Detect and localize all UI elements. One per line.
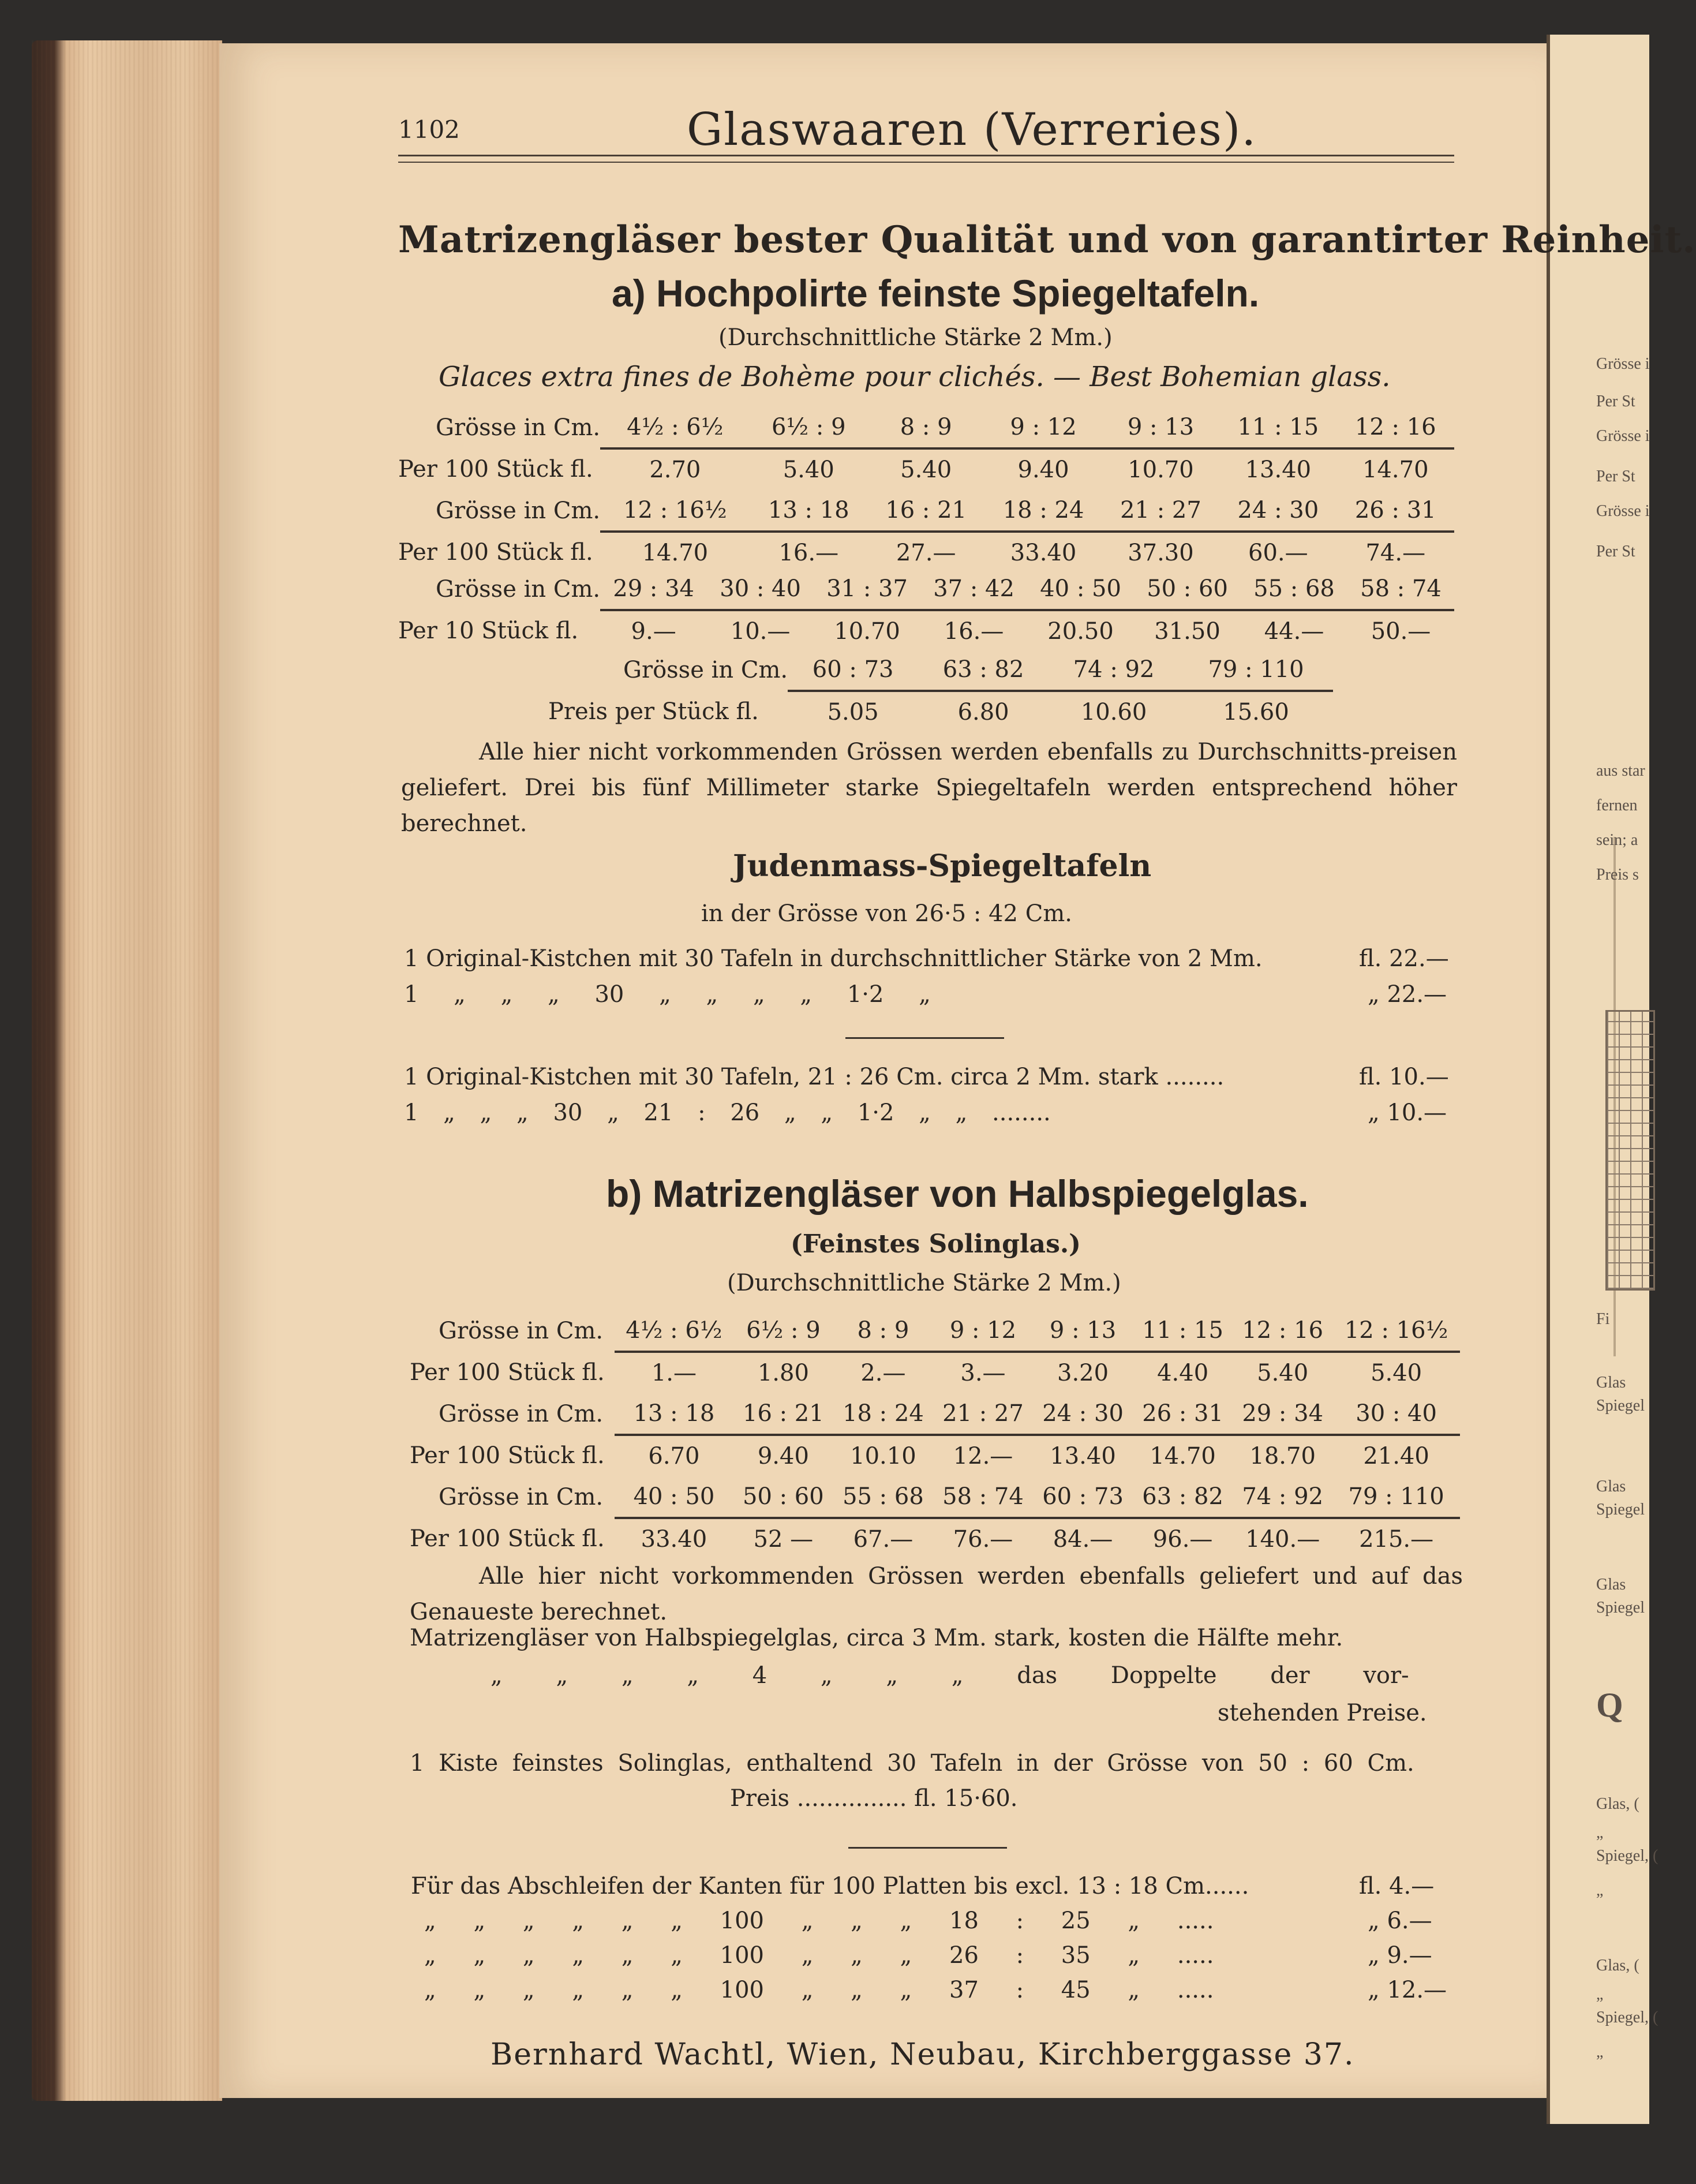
book-page-edges xyxy=(32,40,222,2101)
kanten-line: Für das Abschleifen der Kanten für 100 Platten bis excl. 13 : 18 Cm...... xyxy=(411,1873,1249,1899)
section-b-note: „ „ „ „ 4 „ „ „ das Doppelte der vor- xyxy=(491,1662,1409,1689)
divider xyxy=(845,1037,1004,1039)
header-rule xyxy=(398,162,1454,163)
section-b-subtitle: (Feinstes Solinglas.) xyxy=(791,1229,1081,1259)
judenmass-line: 1 Original-Kistchen mit 30 Tafeln, 21 : 26 Cm. circa 2 Mm. stark ........ xyxy=(404,1064,1225,1090)
header-rule xyxy=(398,155,1454,156)
adjacent-text: „ xyxy=(1596,2043,1604,2061)
adjacent-text: Fi xyxy=(1596,1310,1610,1328)
adjacent-text: „ xyxy=(1596,1824,1604,1842)
table-row: Per 100 Stück fl. 14.70 16.— 27.— 33.40 37.30 60.— 74.— xyxy=(398,539,1426,566)
table-row: Grösse in Cm. 12 : 16½ 13 : 18 16 : 21 18 : 24 21 : 27 24 : 30 26 : 31 xyxy=(398,490,1454,532)
table-row: Preis per Stück fl. 5.05 6.80 10.60 15.60 xyxy=(548,698,1289,725)
table-row: Grösse in Cm. 13 : 18 16 : 21 18 : 24 21 : 27 24 : 30 26 : 31 29 : 34 30 : 40 xyxy=(410,1393,1460,1435)
judenmass-price: fl. 22.— xyxy=(1359,945,1449,972)
kanten-price: „ 6.— xyxy=(1368,1908,1432,1934)
adjacent-text: Grösse i xyxy=(1596,502,1650,520)
divider xyxy=(848,1847,1007,1849)
section-a-title: a) Hochpolirte feinste Spiegeltafeln. xyxy=(612,272,1260,315)
price-table-a-xl xyxy=(548,649,1333,732)
table-row: Per 10 Stück fl. 9.— 10.— 10.70 16.— 20.50 31.50 44.— 50.— xyxy=(398,618,1431,645)
adjacent-text: fernen xyxy=(1596,796,1638,814)
table-row: Grösse in Cm. 4½ : 6½ 6½ : 9 8 : 9 9 : 12 9 : 13 11 : 15 12 : 16 xyxy=(398,407,1454,448)
adjacent-text: Spiegel xyxy=(1596,1397,1645,1415)
adjacent-text: Glas xyxy=(1596,1478,1626,1495)
adjacent-text: Grösse i xyxy=(1596,427,1650,445)
section-b-note: Alle hier nicht vorkommenden Grössen werden ebenfalls geliefert und auf das Genaueste berechnet. xyxy=(410,1563,1463,1625)
table-row: Grösse in Cm. 4½ : 6½ 6½ : 9 8 : 9 9 : 12 9 : 13 11 : 15 12 : 16 12 : 16½ xyxy=(410,1310,1460,1352)
adjacent-text: sein; a xyxy=(1596,831,1638,849)
kanten-price: „ 9.— xyxy=(1368,1942,1432,1969)
kiste-price: Preis ............... fl. 15·60. xyxy=(730,1785,1018,1812)
section-a-note: Alle hier nicht vorkommenden Grössen werden ebenfalls zu Durchschnitts-preisen geliefert. Drei bis fünf Millimeter starke Spiegeltafeln werden entsprechend höher berechnet. xyxy=(401,739,1457,837)
adjacent-text: aus star xyxy=(1596,762,1645,780)
adjacent-text: Spiegel, ( xyxy=(1596,1847,1658,1865)
table-row: Grösse in Cm. 29 : 34 30 : 40 31 : 37 37 : 42 40 : 50 50 : 60 55 : 68 58 : 74 xyxy=(398,569,1454,610)
judenmass-price: „ 10.— xyxy=(1368,1100,1447,1126)
kanten-line: „ „ „ „ „ „ 100 „ „ „ 37 : 45 „ ..... xyxy=(424,1977,1214,2003)
section-b-title: b) Matrizengläser von Halbspiegelglas. xyxy=(606,1172,1309,1215)
section-a-french-english: Glaces extra fines de Bohème pour clichés. — Best Bohemian glass. xyxy=(439,361,1391,393)
judenmass-title: Judenmass-Spiegeltafeln xyxy=(733,848,1152,884)
adjacent-text: Spiegel, ( xyxy=(1596,2009,1658,2026)
adjacent-text: „ xyxy=(1596,1882,1604,1899)
section-b-note: Matrizengläser von Halbspiegelglas, circa 3 Mm. stark, kosten die Hälfte mehr. xyxy=(410,1625,1343,1651)
judenmass-line: 1 „ „ „ 30 „ „ „ „ 1·2 „ xyxy=(404,981,931,1008)
adjacent-text: „ xyxy=(1596,1985,1604,2003)
table-row: Grösse in Cm. 60 : 73 63 : 82 74 : 92 79 : 110 xyxy=(548,649,1333,691)
price-table-b xyxy=(410,1310,1460,1560)
adjacent-text: Grösse i xyxy=(1596,355,1650,373)
kanten-line: „ „ „ „ „ „ 100 „ „ „ 26 : 35 „ ..... xyxy=(424,1942,1214,1969)
grid-illustration xyxy=(1605,1010,1655,1291)
adjacent-text: Spiegel xyxy=(1596,1501,1645,1519)
adjacent-text: Glas xyxy=(1596,1374,1626,1392)
section-b-subtitle: (Durchschnittliche Stärke 2 Mm.) xyxy=(727,1270,1121,1296)
kanten-price: fl. 4.— xyxy=(1359,1873,1435,1899)
table-row: Per 100 Stück fl. 2.70 5.40 5.40 9.40 10.70 13.40 14.70 xyxy=(398,456,1429,483)
page-number: 1102 xyxy=(398,115,460,144)
section-b-note: stehenden Preise. xyxy=(1218,1700,1427,1726)
price-table-a-large xyxy=(398,569,1454,652)
running-head: Glaswaaren (Verreries). xyxy=(687,104,1257,156)
kiste-line: 1 Kiste feinstes Solinglas, enthaltend 30 Tafeln in der Grösse von 50 : 60 Cm. xyxy=(410,1750,1414,1777)
judenmass-line: 1 Original-Kistchen mit 30 Tafeln in durchschnittlicher Stärke von 2 Mm. xyxy=(404,945,1263,972)
adjacent-text: Per St xyxy=(1596,543,1635,560)
table-row: Per 100 Stück fl. 33.40 52 — 67.— 76.— 84.— 96.— 140.— 215.— xyxy=(410,1525,1434,1553)
table-row: Grösse in Cm. 40 : 50 50 : 60 55 : 68 58 : 74 60 : 73 63 : 82 74 : 92 79 : 110 xyxy=(410,1476,1460,1518)
adjacent-text: Per St xyxy=(1596,468,1635,485)
main-title: Matrizengläser bester Qualität und von garantirter Reinheit. xyxy=(398,218,1696,261)
adjacent-text: Per St xyxy=(1596,392,1635,410)
judenmass-subtitle: in der Grösse von 26·5 : 42 Cm. xyxy=(701,900,1072,927)
adjacent-page xyxy=(1547,35,1658,2124)
judenmass-line: 1 „ „ „ 30 „ 21 : 26 „ „ 1·2 „ „ ........ xyxy=(404,1100,1051,1126)
table-row: Per 100 Stück fl. 1.— 1.80 2.— 3.— 3.20 4.40 5.40 5.40 xyxy=(410,1359,1422,1386)
adjacent-text: Glas, ( xyxy=(1596,1957,1639,1974)
footer-imprint: Bernhard Wachtl, Wien, Neubau, Kirchberggasse 37. xyxy=(491,2037,1355,2072)
judenmass-price: fl. 10.— xyxy=(1359,1064,1449,1090)
price-table-a xyxy=(398,407,1454,573)
adjacent-text: Preis s xyxy=(1596,866,1639,884)
adjacent-text: Glas xyxy=(1596,1576,1626,1594)
section-a-subtitle: (Durchschnittliche Stärke 2 Mm.) xyxy=(718,324,1113,351)
kanten-line: „ „ „ „ „ „ 100 „ „ „ 18 : 25 „ ..... xyxy=(424,1908,1214,1934)
adjacent-text: Glas, ( xyxy=(1596,1795,1639,1813)
table-row: Per 100 Stück fl. 6.70 9.40 10.10 12.— 13.40 14.70 18.70 21.40 xyxy=(410,1442,1429,1469)
judenmass-price: „ 22.— xyxy=(1368,981,1447,1008)
kanten-price: „ 12.— xyxy=(1368,1977,1447,2003)
adjacent-text: Q xyxy=(1596,1686,1623,1724)
adjacent-text: Spiegel xyxy=(1596,1599,1645,1617)
